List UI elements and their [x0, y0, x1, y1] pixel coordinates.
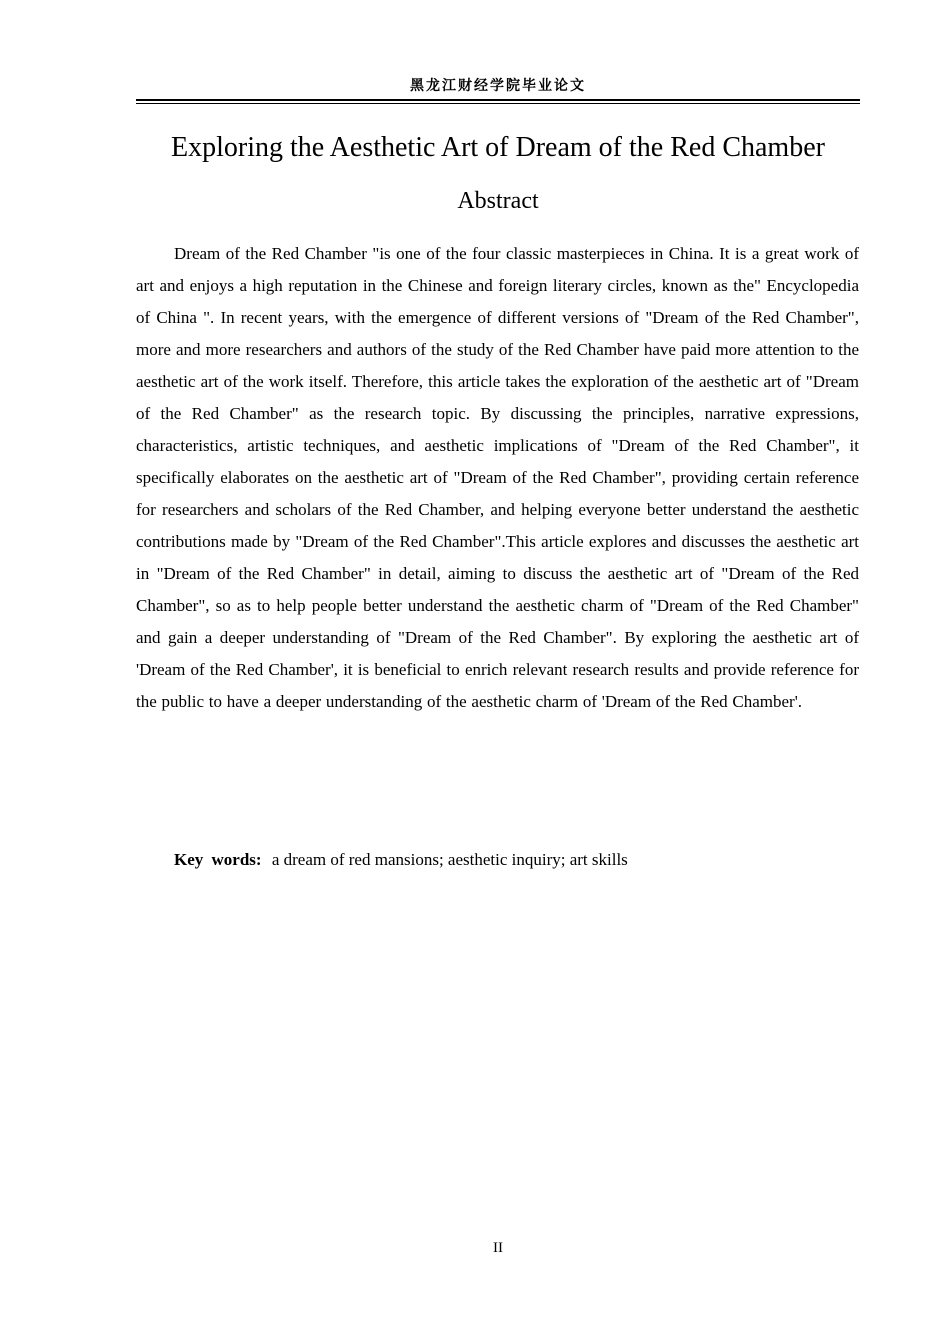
keywords-line — [174, 844, 860, 876]
paper-title: Exploring the Aesthetic Art of Dream of the Red Chamber — [171, 132, 825, 163]
running-header: 黑龙江财经学院毕业论文 — [410, 78, 586, 94]
page-number: II — [493, 1240, 503, 1256]
abstract-heading: Abstract — [457, 188, 539, 214]
header-double-rule — [136, 99, 860, 104]
abstract-body: Dream of the Red Chamber "is one of the four classic masterpieces in China. It is a great work of art and enjoys a high reputation in the Chinese and foreign literary circles, known as the" Encyclopedia of China ". In recent years, with the emergence of different versions of "Dream of the Red Chamber", more and more researchers and authors of the study of the Red Chamber have paid more attention to the aesthetic art of the work itself. Therefore, this article takes the exploration of the aesthetic art of "Dream of the Red Chamber" as the research topic. By discussing the principles, narrative expressions, characteristics, artistic techniques, and aesthetic implications of "Dream of the Red Chamber", it specifically elaborates on the aesthetic art of "Dream of the Red Chamber", providing certain reference for researchers and scholars of the Red Chamber, and helping everyone better understand the aesthetic contributions made by "Dream of the Red Chamber".This article explores and discusses the aesthetic art in "Dream of the Red Chamber" in detail, aiming to discuss the aesthetic art of "Dream of the Red Chamber", so as to help people better understand the aesthetic charm of "Dream of the Red Chamber" and gain a deeper understanding of "Dream of the Red Chamber". By exploring the aesthetic art of 'Dream of the Red Chamber', it is beneficial to enrich relevant research results and provide reference for the public to have a deeper understanding of the aesthetic charm of 'Dream of the Red Chamber'. — [136, 244, 859, 711]
keywords-value: a dream of red mansions; aesthetic inquiry; art skills — [271, 850, 628, 869]
keywords-label: Key words: — [174, 850, 262, 869]
